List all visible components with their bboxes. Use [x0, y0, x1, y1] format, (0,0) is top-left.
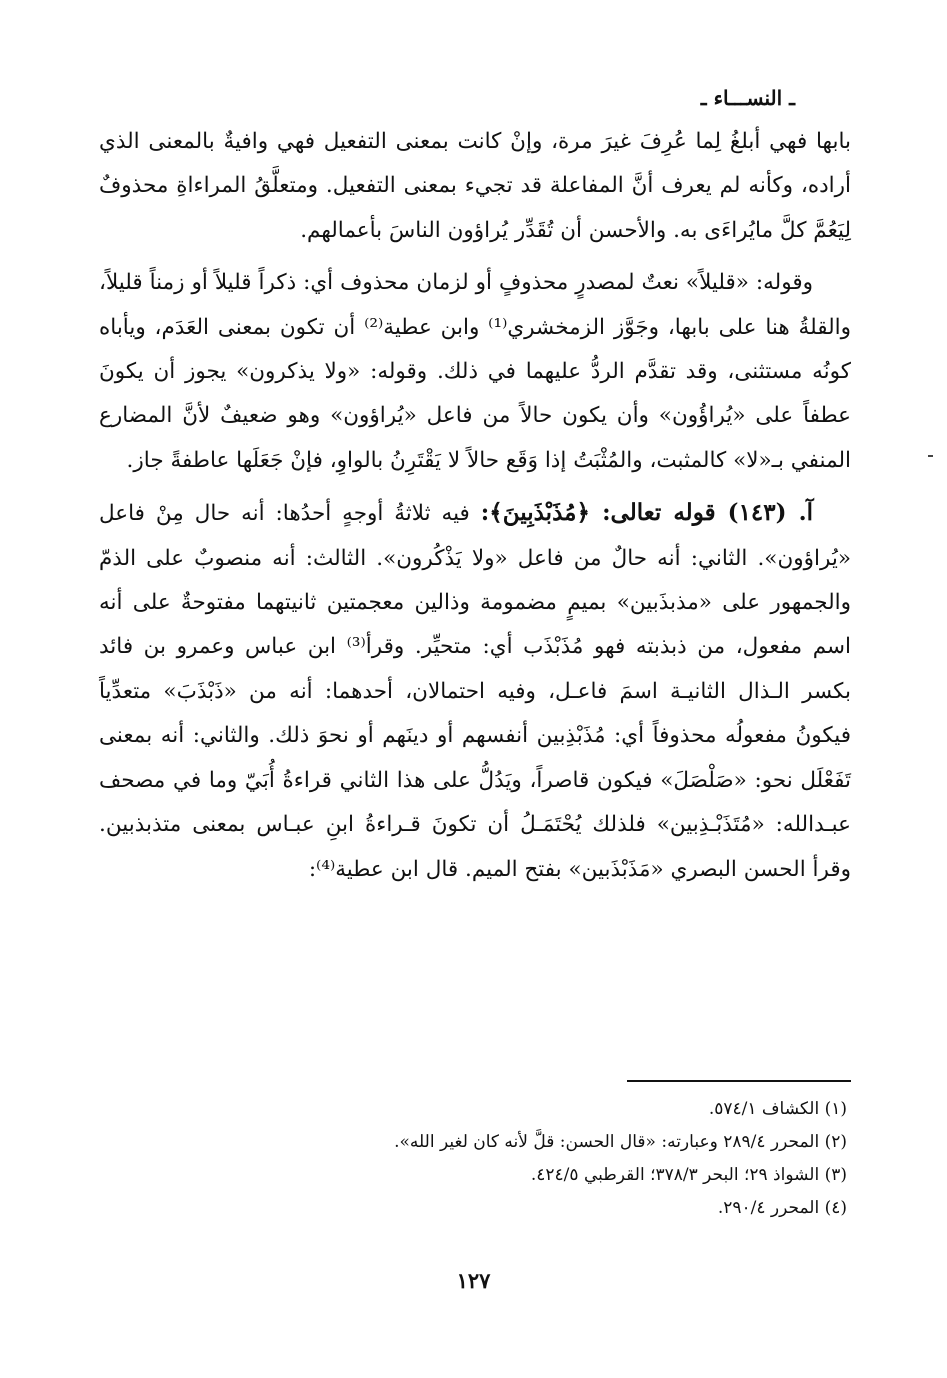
text-line: عبـدالله: «مُتَذَبْـذِبين» فلذلك يُحْتَمَـلُ أن تكونَ قـراءةُ ابنِ عبـاس بمعنى — [192, 812, 851, 838]
page-number: ١٢٧ — [456, 1268, 491, 1293]
body-text — [99, 120, 851, 892]
footnotes — [107, 1093, 847, 1225]
running-header: ـ النســـاء ـ — [700, 86, 795, 110]
text-line: مُذَبْذِبين أنفسهم أو دينَهم أو نحوَ ذلك. والثاني: أنه بمعنى تَفَعْلَل نحو: — [99, 723, 851, 793]
scan-mark — [928, 455, 933, 457]
paragraph — [99, 261, 851, 483]
footnote: (٣) الشواذ ٢٩؛ البحر ٣٧٨/٣؛ القرطبي ٤٢٤/٥. — [530, 1165, 847, 1185]
text-line: بابها فهي أبلغُ لِما عُرِفَ غيرَ مرة، وإنْ كانت بمعنى التفعيل فهي وافيةٌ — [223, 129, 851, 154]
footnote: (١) الكشاف ٥٧٤/١. — [708, 1099, 847, 1119]
text-line: وقوله: «ولا يذكرون» يجوز أن يكونَ عطفاً على «يُراؤُون» وأن يكون حالاً من — [99, 359, 851, 429]
text-line: متذبذبين. وقرأ الحسن البصري «مَذَبْذَبين» بفتح الميم. قال ابن عطية⁽⁴⁾: — [99, 812, 851, 882]
text-line: الناسَ بأعمالهم. — [300, 217, 441, 243]
text-line: حال مِنْ فاعل «يُراؤون». الثاني: أنه حالٌ من فاعل «ولا يَذْكُرون». الثالث: أنه — [99, 501, 851, 571]
verse-heading: آ. (١٤٣) قوله تعالى: ﴿مُذَبْذَبِينَ﴾: — [480, 499, 814, 527]
text-line: إذا وَقَع حالاً لا يَقْتَرِنُ بالواوِ، فإنْ جَعَلَها عاطفةً جاز. — [126, 447, 567, 473]
text-line: فاعل «يُراؤون» وهو ضعيفٌ لأنَّ المضارع المنفي بـ«لا» كالمثبت، والمُثْبَتُ — [99, 403, 851, 473]
paragraph — [99, 120, 851, 253]
text-line: «صَلْصَلَ» فيكون قاصراً، ويَدُلُّ على هذا الثاني قراءةُ أُبَيّ وما في مصحف — [99, 767, 747, 793]
footnote-separator — [627, 1080, 851, 1082]
footnote: (٤) المحرر ٢٩٠/٤. — [717, 1198, 847, 1218]
paragraph — [99, 491, 851, 892]
text-line: ومتعلَّقُ المراءاةِ محذوفٌ لِيَعُمَّ كلَّ مايُراءَى به. والأحسن أن تُقَدِّر يُراؤون — [99, 173, 851, 243]
text-line: بالمعنى الذي أراده، وكأنه لم يعرف أنَّ المفاعلة قد تجيء بمعنى التفعيل. — [99, 129, 851, 199]
text-line: ثانيتهما مفتوحةٌ على أنه اسم مفعول، من ذبذبته فهو مُذَبْذَب أي: متحيِّر. — [99, 590, 852, 660]
text-line: منصوبٌ على الذمّ والجمهور على «مذبذَبين» بميمٍ مضمومة وذالين معجمتين — [99, 545, 851, 616]
text-line: أو زمناً قليلاً، والقلةُ هنا على بابها، وجَوَّز الزمخشري⁽¹⁾ وابن عطية⁽²⁾ أن — [99, 270, 851, 340]
text-line: وقرأ⁽³⁾ ابن عباس وعمرو بن فائد بكسر الـذال الثانيـة اسمَ فاعـل، وفيه — [99, 634, 851, 704]
footnote: (٢) المحرر ٢٨٩/٤ وعبارته: «قال الحسن: قلَّ لأنه كان لغير الله». — [394, 1132, 847, 1152]
text-line: وقوله: «قليلاً» نعتٌ لمصدرٍ محذوفٍ أو لزمان محذوف أي: ذكراً قليلاً — [214, 270, 813, 296]
text-line: احتمالان، أحدهما: أنه من «ذَبْذَبَ» متعدِّياً فيكونُ مفعولُه محذوفاً أي: — [99, 678, 851, 749]
text-line: تكون بمعنى العَدَم، ويأباه كونُه مستثنى، وقد تقدَّم الردُّ عليهما في ذلك. — [99, 314, 851, 385]
text-line: فيه ثلاثةُ أوجهٍ أحدُها: أنه — [241, 501, 470, 527]
